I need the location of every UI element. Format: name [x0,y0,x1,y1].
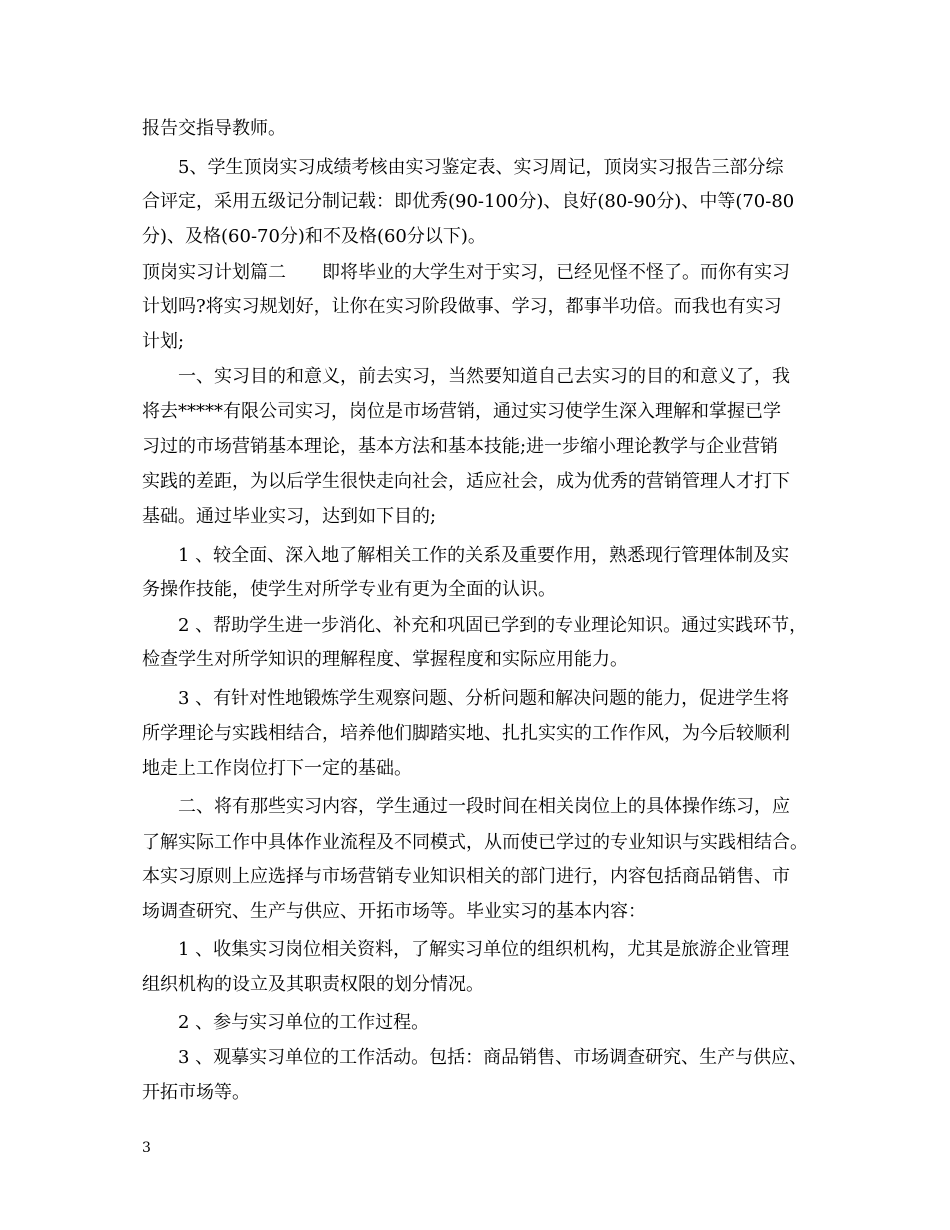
text-line: 基础。通过毕业实习，达到如下目的; [142,506,437,527]
text-line: 3 、有针对性地锻炼学生观察问题、分析问题和解决问题的能力，促进学生将 [142,688,790,709]
text-line: 所学理论与实践相结合，培养他们脚踏实地、扎扎实实的工作作风，为今后较顺利 [142,723,790,744]
text-line: 将去*****有限公司实习，岗位是市场营销，通过实习使学生深入理解和掌握已学 [142,401,781,422]
text-line: 二、将有那些实习内容，学生通过一段时间在相关岗位上的具体操作练习，应 [142,796,790,817]
text-line: 习过的市场营销基本理论，基本方法和基本技能;进一步缩小理论教学与企业营销 [142,436,779,457]
text-line: 顶岗实习计划篇二 即将毕业的大学生对于实习，已经见怪不怪了。而你有实习 [142,262,790,283]
text-line: 分)、及格(60-70分)和不及格(60分以下)。 [142,226,486,247]
text-line: 5、学生顶岗实习成绩考核由实习鉴定表、实习周记，顶岗实习报告三部分综 [142,157,784,178]
page-number: 3 [142,1140,151,1156]
text-line: 场调查研究、生产与供应、开拓市场等。毕业实习的基本内容： [142,901,646,922]
text-line: 务操作技能，使学生对所学专业有更为全面的认识。 [142,579,556,600]
text-line: 1 、收集实习岗位相关资料，了解实习单位的组织机构，尤其是旅游企业管理 [142,939,790,960]
text-line: 1 、较全面、深入地了解相关工作的关系及重要作用，熟悉现行管理体制及实 [142,545,790,566]
text-line: 一、实习目的和意义，前去实习，当然要知道自己去实习的目的和意义了，我 [142,366,790,387]
text-line: 了解实际工作中具体作业流程及不同模式，从而使已学过的专业知识与实践相结合。 [142,832,808,853]
text-line: 开拓市场等。 [142,1082,250,1103]
text-line: 计划; [142,331,185,352]
text-line: 实践的差距，为以后学生很快走向社会，适应社会，成为优秀的营销管理人才打下 [142,471,790,492]
text-line: 3 、观摹实习单位的工作活动。包括：商品销售、市场调查研究、生产与供应、 [142,1047,808,1068]
text-line: 2 、参与实习单位的工作过程。 [142,1012,430,1033]
text-line: 地走上工作岗位打下一定的基础。 [142,758,412,779]
text-line: 报告交指导教师。 [142,118,286,139]
text-line: 组织机构的设立及其职责权限的划分情况。 [142,974,484,995]
text-line: 计划吗?将实习规划好，让你在实习阶段做事、学习，都事半功倍。而我也有实习 [142,296,782,317]
text-line: 2 、帮助学生进一步消化、补充和巩固已学到的专业理论知识。通过实践环节， [142,615,808,636]
text-line: 本实习原则上应选择与市场营销专业知识相关的部门进行，内容包括商品销售、市 [142,866,790,887]
text-line: 合评定，采用五级记分制记载：即优秀(90-100分)、良好(80-90分)、中等(70-80 [142,191,795,212]
text-line: 检查学生对所学知识的理解程度、掌握程度和实际应用能力。 [142,649,628,670]
